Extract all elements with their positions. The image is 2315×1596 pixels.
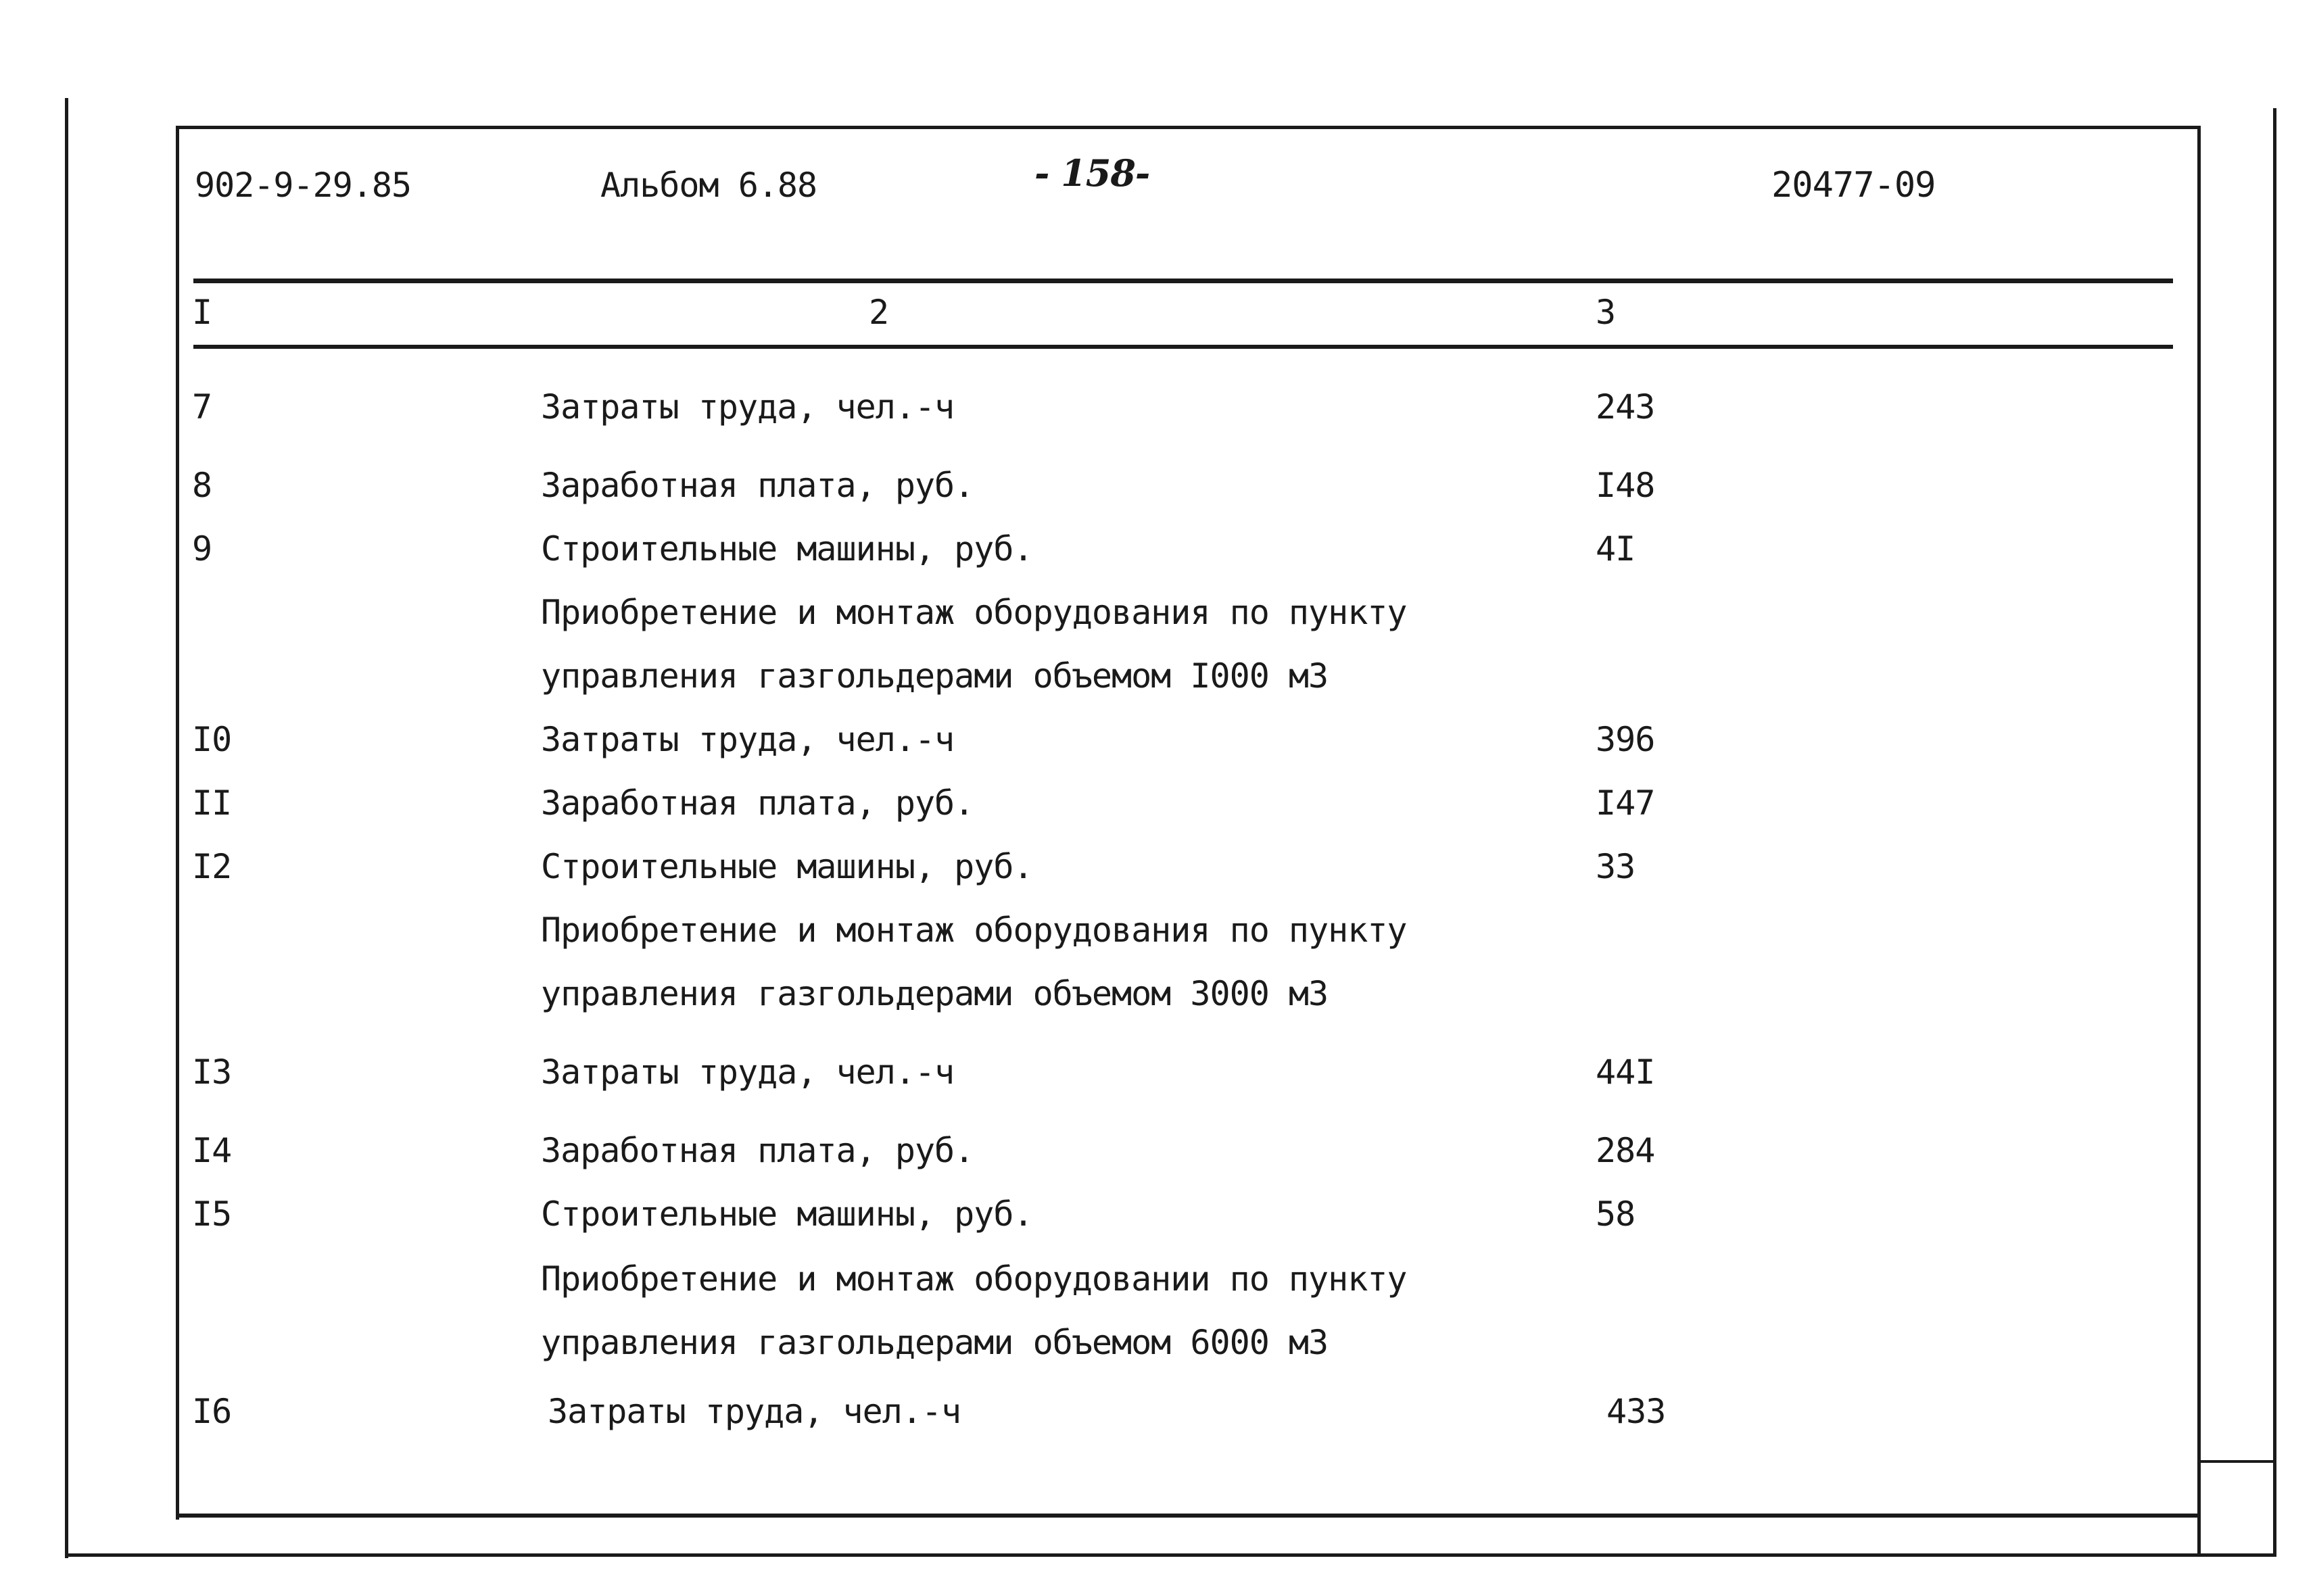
page-number: - 158- bbox=[1034, 151, 1150, 195]
row-description: Заработная плата, руб. bbox=[541, 466, 974, 505]
frame-left-border bbox=[176, 126, 179, 1520]
frame-bottom-border bbox=[178, 1514, 2200, 1518]
bottom-margin-line bbox=[65, 1553, 2276, 1557]
frame-right-border bbox=[2197, 126, 2201, 1555]
row-description: Затраты труда, чел.-ч bbox=[541, 720, 955, 759]
row-description: Строительные машины, руб. bbox=[541, 1194, 1033, 1234]
archive-number: 20477-09 bbox=[1771, 165, 1936, 205]
row-description: управления газгольдерами объемом I000 м3 bbox=[541, 656, 1329, 696]
row-description: Строительные машины, руб. bbox=[541, 847, 1033, 886]
row-number: I5 bbox=[192, 1194, 232, 1234]
row-description: управления газгольдерами объемом 6000 м3 bbox=[541, 1323, 1329, 1362]
row-description: Затраты труда, чел.-ч bbox=[541, 1053, 955, 1092]
row-description: управления газгольдерами объемом 3000 м3 bbox=[541, 974, 1329, 1013]
row-value: 44I bbox=[1596, 1053, 1655, 1092]
row-value: 4I bbox=[1596, 529, 1636, 569]
left-margin-line bbox=[65, 98, 68, 1558]
column-header-2: 2 bbox=[869, 293, 889, 332]
row-description: Приобретение и монтаж оборудования по пункту bbox=[541, 911, 1407, 950]
row-description: Приобретение и монтаж оборудовании по пункту bbox=[541, 1259, 1407, 1299]
row-number: I4 bbox=[192, 1131, 232, 1170]
row-number: 8 bbox=[192, 466, 212, 505]
row-number: I0 bbox=[192, 720, 232, 759]
row-value: 33 bbox=[1596, 847, 1636, 886]
row-value: 433 bbox=[1606, 1392, 1666, 1431]
row-number: 7 bbox=[192, 387, 212, 427]
header-rule-bottom bbox=[193, 345, 2173, 349]
row-number: II bbox=[192, 783, 232, 823]
frame-top-border bbox=[176, 126, 2200, 129]
row-description: Затраты труда, чел.-ч bbox=[541, 387, 955, 427]
column-header-1: I bbox=[192, 293, 212, 332]
row-number: I3 bbox=[192, 1053, 232, 1092]
album-label: Альбом 6.88 bbox=[600, 166, 817, 205]
header-rule-top bbox=[193, 279, 2173, 283]
row-number: 9 bbox=[192, 529, 212, 569]
row-value: 396 bbox=[1596, 720, 1655, 759]
row-value: 243 bbox=[1596, 387, 1655, 427]
row-number: I6 bbox=[192, 1392, 232, 1431]
row-number: I2 bbox=[192, 847, 232, 886]
row-description: Приобретение и монтаж оборудования по пункту bbox=[541, 593, 1407, 632]
row-value: I47 bbox=[1596, 783, 1655, 823]
row-description: Затраты труда, чел.-ч bbox=[548, 1392, 961, 1431]
row-value: 58 bbox=[1596, 1194, 1636, 1234]
right-margin-line bbox=[2273, 108, 2276, 1557]
row-description: Заработная плата, руб. bbox=[541, 1131, 974, 1170]
row-description: Строительные машины, руб. bbox=[541, 529, 1033, 569]
row-value: 284 bbox=[1596, 1131, 1655, 1170]
document-code: 902-9-29.85 bbox=[195, 166, 412, 205]
row-value: I48 bbox=[1596, 466, 1655, 505]
stamp-box-top-line bbox=[2197, 1460, 2276, 1463]
row-description: Заработная плата, руб. bbox=[541, 783, 974, 823]
column-header-3: 3 bbox=[1596, 293, 1616, 332]
